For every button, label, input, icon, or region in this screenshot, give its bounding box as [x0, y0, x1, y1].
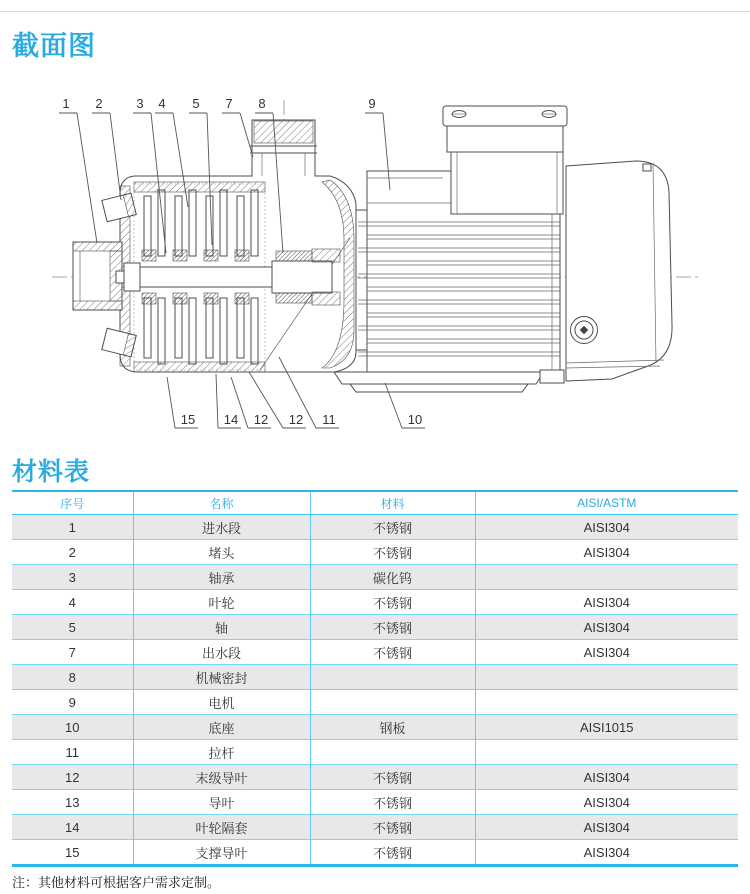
table-row: [12, 815, 738, 840]
table-cell: 不锈钢: [310, 590, 475, 615]
table-cell: 出水段: [133, 640, 310, 665]
table-row: [12, 690, 738, 715]
table-row: [12, 590, 738, 615]
pump-cross-section-drawing: [0, 88, 750, 446]
table-row: [12, 665, 738, 690]
table-row: [12, 540, 738, 565]
table-cell: 13: [12, 790, 133, 815]
seal-gland-top: [312, 249, 340, 262]
table-row: [12, 615, 738, 640]
inlet-wall-hatch-top: [73, 242, 122, 251]
table-cell: [475, 690, 738, 715]
table-cell: 不锈钢: [310, 765, 475, 790]
table-cell: AISI304: [475, 590, 738, 615]
table-cell: 不锈钢: [310, 790, 475, 815]
table-row: [12, 840, 738, 866]
table-cell: 不锈钢: [310, 540, 475, 565]
table-cell: 电机: [133, 690, 310, 715]
table-cell: 不锈钢: [310, 615, 475, 640]
table-cell: 不锈钢: [310, 515, 475, 540]
callout-label: 12: [288, 412, 304, 427]
footnote: 注：其他材料可根据客户需求定制。: [12, 875, 221, 890]
table-cell: 进水段: [133, 515, 310, 540]
table-cell: [310, 665, 475, 690]
table-cell: 拉杆: [133, 740, 310, 765]
table-cell: 碳化钨: [310, 565, 475, 590]
table-cell: [310, 690, 475, 715]
table-cell: 1: [12, 515, 133, 540]
table-cell: 末级导叶: [133, 765, 310, 790]
callout-label: 3: [136, 96, 144, 111]
table-row: [12, 765, 738, 790]
table-cell: 3: [12, 565, 133, 590]
table-row: [12, 565, 738, 590]
table-cell: AISI1015: [475, 715, 738, 740]
callout-label: 7: [225, 96, 233, 111]
callout-label: 4: [158, 96, 166, 111]
table-cell: 5: [12, 615, 133, 640]
table-cell: 轴承: [133, 565, 310, 590]
callout-label: 5: [192, 96, 200, 111]
casing-top-hatch: [134, 182, 265, 192]
table-cell: 底座: [133, 715, 310, 740]
table-cell: 9: [12, 690, 133, 715]
table-cell: [475, 565, 738, 590]
callout-label: 9: [368, 96, 376, 111]
seal-spring-top: [276, 251, 312, 261]
discharge-thread-hatch: [254, 121, 313, 143]
screw-icon: [571, 317, 598, 344]
table-cell: [310, 740, 475, 765]
column-header: AISI/ASTM: [475, 491, 738, 515]
callout-label: 2: [95, 96, 103, 111]
table-cell: AISI304: [475, 615, 738, 640]
callout-label: 8: [258, 96, 266, 111]
table-cell: 叶轮: [133, 590, 310, 615]
table-cell: AISI304: [475, 790, 738, 815]
table-cell: 导叶: [133, 790, 310, 815]
column-header: 名称: [133, 491, 310, 515]
table-cell: [475, 740, 738, 765]
table-cell: 14: [12, 815, 133, 840]
table-row: [12, 790, 738, 815]
table-cell: 机械密封: [133, 665, 310, 690]
table-cell: AISI304: [475, 815, 738, 840]
table-cell: AISI304: [583, 519, 630, 535]
callout-label: 12: [253, 412, 269, 427]
table-cell: 支撑导叶: [133, 840, 310, 866]
table-cell: 轴: [133, 615, 310, 640]
table-cell: 钢板: [310, 715, 475, 740]
table-cell: 堵头: [133, 540, 310, 565]
table-cell: 不锈钢: [310, 815, 475, 840]
table-cell: 叶轮隔套: [133, 815, 310, 840]
table-cell: 不锈钢: [310, 640, 475, 665]
table-cell: 11: [12, 740, 133, 765]
callout-label: 10: [407, 412, 423, 427]
inlet-wall-hatch-bottom: [73, 301, 122, 310]
materials-table: [12, 490, 738, 867]
table-header-row: [12, 491, 738, 515]
table-cell: [475, 665, 738, 690]
column-header: 序号: [12, 491, 133, 515]
table-cell: 10: [12, 715, 133, 740]
table-cell: 15: [12, 840, 133, 866]
table-cell: 8: [12, 665, 133, 690]
section-title-materials: 材料表: [12, 458, 91, 486]
table-cell: 12: [12, 765, 133, 790]
terminal-box: [443, 106, 567, 214]
table-row: [12, 640, 738, 665]
column-header: 材料: [310, 491, 475, 515]
section-title-cross-section: 截面图: [12, 31, 96, 61]
table-cell: AISI304: [475, 540, 738, 565]
table-cell: AISI304: [475, 765, 738, 790]
table-cell: 4: [12, 590, 133, 615]
table-cell: 2: [12, 540, 133, 565]
table-cell: AISI304: [475, 640, 738, 665]
table-cell: 7: [12, 640, 133, 665]
table-cell: 不锈钢: [310, 840, 475, 866]
seal-spring-bottom: [276, 293, 312, 303]
casing-bottom-hatch: [134, 362, 265, 372]
fan-cover: [566, 161, 672, 381]
callout-label: 15: [180, 412, 196, 427]
callout-label: 11: [322, 412, 336, 427]
table-row: [12, 515, 738, 540]
table-cell: AISI304: [475, 840, 738, 866]
seal-gland-bottom: [312, 292, 340, 305]
callout-label: 14: [223, 412, 239, 427]
base-plate: [334, 370, 564, 392]
callout-label: 1: [62, 96, 70, 111]
table-row: [12, 740, 738, 765]
top-divider: [0, 11, 750, 12]
table-row: [12, 715, 738, 740]
